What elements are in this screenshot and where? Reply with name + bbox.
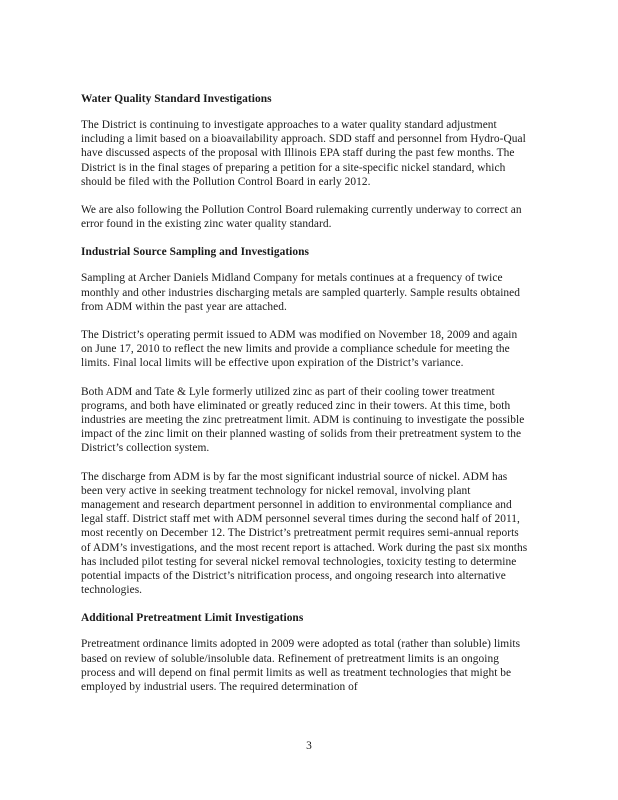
section-heading: Additional Pretreatment Limit Investigations [81,612,304,625]
paragraph: Sampling at Archer Daniels Midland Company for metals continues at a frequency of twice monthly and other industries discharging metals are sampled quarterly. Sample results obtained from ADM within the past year are attached. [81,272,521,313]
section-industrial-sampling [81,245,531,597]
paragraph: The discharge from ADM is by far the most significant industrial source of nickel. ADM has been very active in seeking treatment technology for nickel removal, involving plant management and research department personnel in addition to environmental compliance and legal staff. District staff met with ADM personnel several times during the second half of 2011, most recently on December 12. The District’s pretreatment permit requires semi-annual reports of ADM’s investigations, and the most recent report is attached. Work during the past six months has included pilot testing for several nickel removal technologies, toxicity testing to determine potential impacts of the District’s nitrification process, and ongoing research into alternative technologies. [81,470,528,597]
section-heading: Water Quality Standard Investigations [81,93,272,105]
section-water-quality [81,92,531,231]
paragraph: Pretreatment ordinance limits adopted in 2009 were adopted as total (rather than soluble) limits based on review of soluble/insoluble data. Refinement of pretreatment limits is an ongoing process and will depend on final permit limits as well as treatment technologies that might be employed by industrial users. The required determination of [81,638,521,694]
section-additional-pretreatment [81,611,531,694]
page-number: 3 [306,740,312,752]
paragraph: The District’s operating permit issued to ADM was modified on November 18, 2009 and again on June 17, 2010 to reflect the new limits and provide a compliance schedule for meeting the limits. Final local limits will be effective upon expiration of the District’s variance. [81,329,518,370]
section-heading: Industrial Source Sampling and Investigations [81,246,310,259]
paragraph: Both ADM and Tate & Lyle formerly utilized zinc as part of their cooling tower treatment programs, and both have eliminated or greatly reduced zinc in their towers. At this time, both industries are meeting the zinc pretreatment limit. ADM is continuing to investigate the possible impact of the zinc limit on their planned wasting of solids from their pretreatment system to the District’s collection system. [81,385,525,455]
paragraph: The District is continuing to investigate approaches to a water quality standard adjustment including a limit based on a bioavailability approach. SDD staff and personnel from Hydro-Qual have discussed aspects of the proposal with Illinois EPA staff during the past few months. The District is in the final stages of preparing a petition for a site-specific nickel standard, which should be filed with the Pollution Control Board in early 2012. [81,119,526,188]
document-body [81,92,531,708]
paragraph: We are also following the Pollution Control Board rulemaking currently underway to correct an error found in the existing zinc water quality standard. [81,204,522,231]
